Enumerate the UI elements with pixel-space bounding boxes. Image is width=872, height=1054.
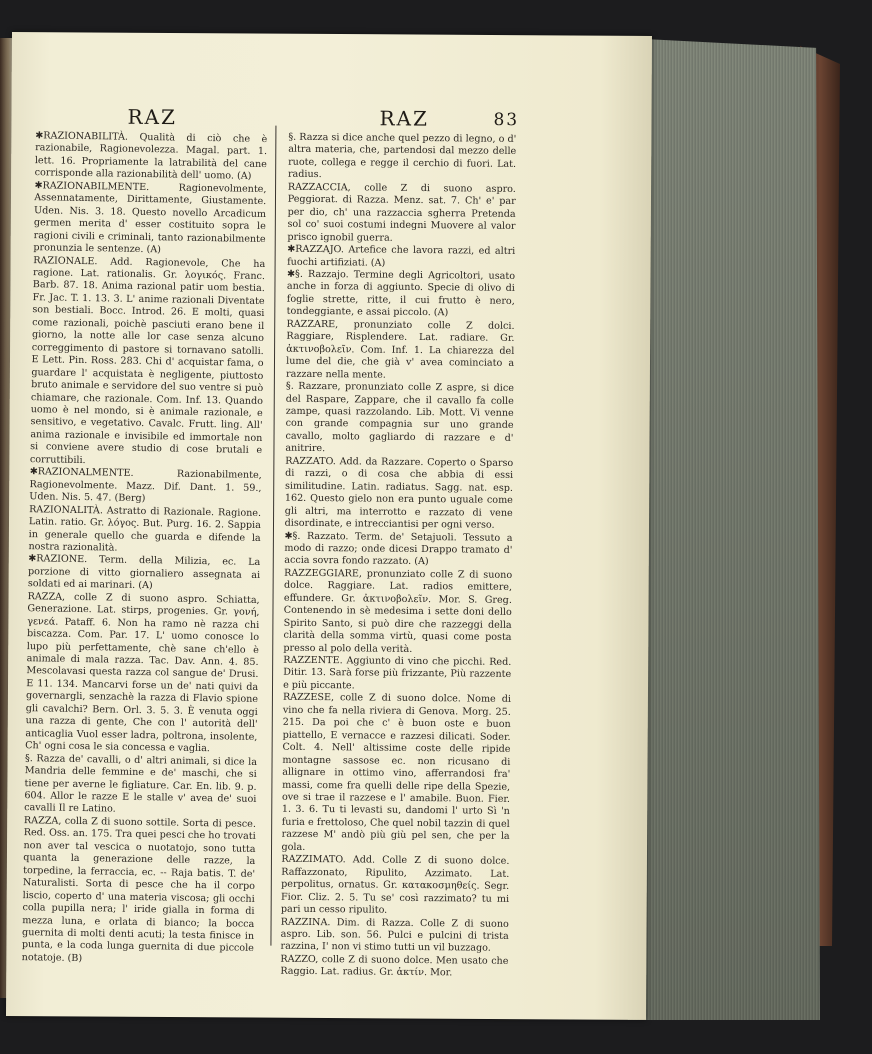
dictionary-page	[6, 32, 652, 1020]
entry: ✱RAZIONABILMENTE. Ragionevolmente, Assennatamente, Dirittamente, Giustamente. Uden. Nis. 3. 18. Questo novello Arcadicum germen merita d' esser costituito sopra le ragioni civili e criminali, tanto razionabilmente pronunzia le sentenze. (A)	[33, 179, 267, 256]
entry: ✱RAZZAJO. Artefice che lavora razzi, ed altri fuochi artifiziati. (A)	[287, 243, 516, 269]
column-rule	[270, 126, 276, 946]
entry: ✱RAZIONABILITÀ. Qualità di ciò che è razionabile, Ragionevolezza. Magal. part. 1. lett. 16. Propriamente la latrabilità del cane corrisponde alla razionabilità dell' uomo. (A)	[34, 130, 268, 183]
entry: RAZZIMATO. Add. Colle Z di suono dolce. Raffazzonato, Ripulito, Azzimato. Lat. perpolitus, ornatus. Gr. κατακοσμηθείς. Segr. Fior. Cliz. 2. 5. Tu se' così razzimato? tu mi pari un cesso ripulito.	[280, 853, 510, 916]
left-running-head: RAZ	[127, 104, 177, 130]
right-column	[280, 132, 516, 981]
entry: ✱RAZIONALMENTE. Razionabilmente, Ragionevolmente. Mazz. Dif. Dant. 1. 59., Uden. Nis. 5. 47. (Berg)	[29, 466, 262, 505]
entry: ✱§. Razzajo. Termine degli Agricoltori, usato anche in forza di aggiunto. Specie di olivo di foglie strette, ritte, il cui frutto è nero, tondeggiante, e assai piccolo. (A)	[286, 268, 516, 319]
right-running-head: RAZ	[379, 106, 429, 131]
entry: §. Razzare, pronunziato colle Z aspre, si dice del Raspare, Zappare, che il cavallo fa colle zampe, quasi razzolando. Lib. Mott. Vi venne con grande compagnia sur uno grande cavallo, molto gagliardo di razzare e d' anitrire.	[285, 380, 515, 455]
entry: §. Razza de' cavalli, o d' altri animali, si dice la Mandria delle femmine e de' maschi, che si tiene per averne le figliature. Car. En. lib. 9. p. 604. Allor le razze E le stalle v' avea de' suoi cavalli Il re Latino.	[24, 752, 258, 816]
page-number: 83	[493, 109, 520, 131]
entry: RAZZA, colle Z di suono aspro. Schiatta, Generazione. Lat. stirps, progenies. Gr. γονή, γενεά. Pataff. 6. Non ha ramo nè razza chi biscazza. Com. Par. 17. L' uomo conosce lo lupo più perfettamente, chè sane ch'ello è animale di mala razza. Tac. Dav. Ann. 4. 85. Mescolavasi questa razza col sangue de' Drusi. E 11. 134. Mancarvi forse un de' nati quivi da governargli, senzachè la razza di Flavio spione gli cavalchi? Bern. Orl. 3. 5. 3. È venuta oggi una razza di gente, Che con l' autorità dell' anticaglia Vuol esser ladra, poltrona, insolente, Ch' ogni cosa le sia concessa e vaglia.	[25, 590, 260, 755]
entry: RAZZO, colle Z di suono dolce. Men usato che Raggio. Lat. radius. Gr. ἀκτίν. Mor.	[280, 953, 509, 979]
entry: RAZZARE, pronunziato colle Z dolci. Raggiare, Risplendere. Lat. radiare. Gr. ἀκτινοβολεῖν. Com. Inf. 1. La chiarezza del lume del die, che già v' avea cominciato a razzare nella mente.	[286, 318, 515, 381]
entry: ✱RAZIONE. Term. della Milizia, ec. La porzione di vitto giornaliero assegnata ai soldati ed ai marinari. (A)	[27, 553, 261, 592]
entry: §. Razza si dice anche quel pezzo di legno, o d' altra materia, che, partendosi dal mezzo delle ruote, collega e regge il cerchio di fuori. Lat. radius.	[287, 131, 517, 181]
entry: RAZZEGGIARE, pronunziato colle Z di suono dolce. Raggiare. Lat. radios emittere, effundere. Gr. ἀκτινοβολεῖν. Mor. S. Greg. Contenendo in sè medesima i sette doni dello Spirito Santo, si può dire che razzeggi della clarità della somma virtù, quasi come posta presso al polo della verità.	[283, 567, 513, 655]
entry: RAZIONALITÀ. Astratto di Razionale. Ragione. Latin. ratio. Gr. λόγος. But. Purg. 16. 2. Sappia in generale quello che guarda e difende la nostra razionalità.	[28, 503, 262, 554]
left-column	[22, 130, 268, 968]
entry: ✱§. Razzato. Term. de' Setajuoli. Tessuto a modo di razzo; onde dicesi Drappo tramato d' accia sovra fondo razzato. (A)	[284, 530, 513, 568]
entry: RAZZENTE. Aggiunto di vino che picchi. Red. Ditir. 13. Sarà forse più frizzante, Più razzente e più piccante.	[283, 654, 512, 692]
entry: RAZZATO. Add. da Razzare. Coperto o Sparso di razzi, o di cosa che abbia di essi similitudine. Latin. radiatus. Sagg. nat. esp. 162. Questo gielo non era punto uguale come gli altri, ma interrotto e razzato di vene disordinate, e intrecciantisi per ogni verso.	[284, 455, 514, 531]
entry: RAZZACCIA, colle Z di suono aspro. Peggiorat. di Razza. Menz. sat. 7. Ch' e' par per dio, ch' una razzaccia sgherra Pretenda sol co' suoi costumi indegni Muovere al valor prisco ignobil guerra.	[287, 181, 516, 244]
entry: RAZZA, colla Z di suono sottile. Sorta di pesce. Red. Oss. an. 175. Tra quei pesci che ho trovati non aver tal vescica o nuotatojo, sono tutta quanta la generazione delle razze, la torpedine, la ferraccia, ec. -- Raja batis. T. de' Naturalisti. Sorta di pesce che ha il corpo liscio, coperto d' una materia viscosa; gli occhi colla pupilla nera; l' iride gialla in forma di mezza luna, e orlata di bianco; la bocca guernita di molti denti acuti; la testa finisce in punta, e la coda lunga guernita di due piccole notatoje. (B)	[21, 815, 257, 964]
page-block-edge	[624, 38, 820, 1020]
entry: RAZZESE, colle Z di suono dolce. Nome di vino che fa nella riviera di Genova. Morg. 25. 215. Da poi che c' è buon oste e buon piattello, E vernacce e razzesi dilicati. Soder. Colt. 4. Nell' altissime coste delle ripide montagne sassose ec. non ricusano di allignare in ottimo vino, afferrandosi fra' massi, come fra quelli delle ripe della Spezie, ove si trae il razzese e l' amabile. Buon. Fier. 1. 3. 6. Tu ti levasti su, dandomi l' urto Sì 'n furia e frettoloso, Che quel nobil tazzin di quel razzese M' andò più giù pel sen, che per la gola.	[281, 692, 512, 853]
entry: RAZZINA. Dim. di Razza. Colle Z di suono aspro. Lib. son. 56. Pulci e pulcini di trista razzina, I' non vi stimo tutti un vil buzzago.	[280, 916, 509, 955]
entry: RAZIONALE. Add. Ragionevole, Che ha ragione. Lat. rationalis. Gr. λογικός. Franc. Barb. 87. 18. Anima razional patir uom bestia. Fr. Jac. T. 1. 13. 3. L' anime razionali Diventate son bestiali. Bocc. Introd. 26. E molti, quasi come razionali, poichè pasciuti erano bene il giorno, la notte alle lor case senza alcuno correggimento di pastore si tornavano satolli. E Lett. Pin. Ross. 283. Chi d' acquistar fama, o guardare l' acquistata è negligente, piuttosto bruto animale e servidore del suo ventre si può chiamare, che razionale. Com. Inf. 13. Quando uomo è nel mondo, si è animale razionale, e sensitivo, e vegetativo. Cavalc. Frutt. ling. All' anima razionale e invisibile ed immortale non si conviene avere studio di cose brutali e corruttibili.	[29, 254, 266, 466]
